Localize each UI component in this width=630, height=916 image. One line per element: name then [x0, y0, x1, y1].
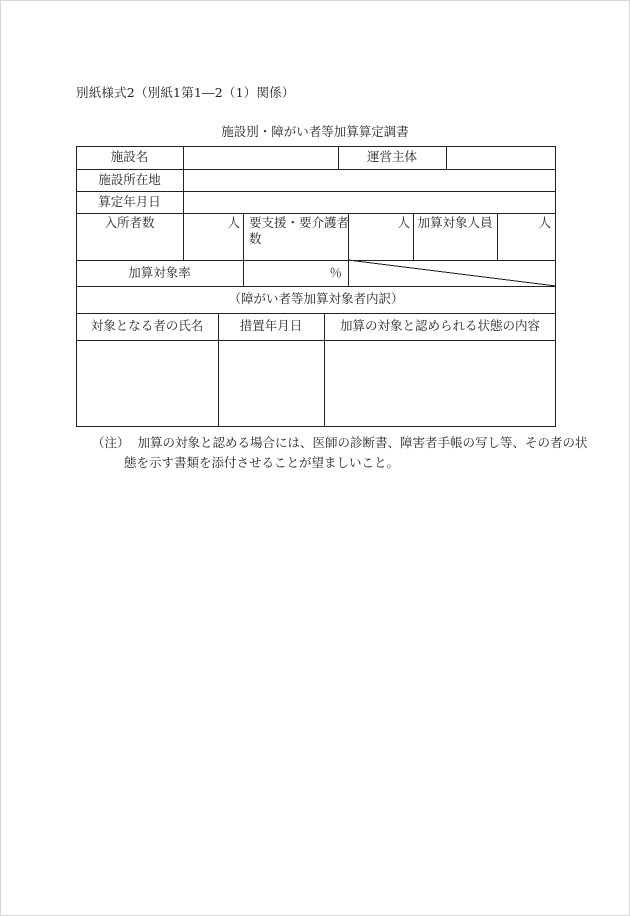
- operator-label: 運営主体: [366, 149, 417, 164]
- form-reference: 別紙様式2（別紙1第1―2（1）関係）: [76, 85, 295, 100]
- residents-unit: 人: [227, 215, 240, 230]
- residents-label: 入所者数: [104, 215, 155, 230]
- rate-unit: ％: [329, 265, 342, 280]
- care-needed-label-line2: 数: [249, 231, 262, 246]
- location-label: 施設所在地: [98, 172, 161, 187]
- facility-name-label: 施設名: [110, 149, 149, 164]
- note-mark: （注）: [92, 435, 130, 450]
- column-header-condition: 加算の対象と認められる状態の内容: [339, 318, 540, 333]
- note-line-2: 態を示す書類を添付させることが望ましいこと。: [124, 455, 400, 470]
- column-header-date: 措置年月日: [239, 318, 303, 333]
- eligible-unit: 人: [538, 215, 551, 230]
- care-needed-unit: 人: [397, 215, 410, 230]
- eligible-label: 加算対象人員: [417, 215, 493, 230]
- calc-date-label: 算定年月日: [98, 194, 161, 209]
- document-title: 施設別・障がい者等加算算定調書: [221, 124, 409, 139]
- breakdown-heading: （障がい者等加算対象者内訳）: [228, 291, 404, 306]
- column-header-name: 対象となる者の氏名: [90, 318, 204, 333]
- rate-label: 加算対象率: [128, 265, 191, 280]
- note-line-1: [92, 432, 588, 454]
- note-text-1: 加算の対象と認める場合には、医師の診断書、障害者手帳の写し等、その者の状: [137, 435, 588, 450]
- care-needed-label-line1: 要支援・要介護者: [249, 215, 350, 230]
